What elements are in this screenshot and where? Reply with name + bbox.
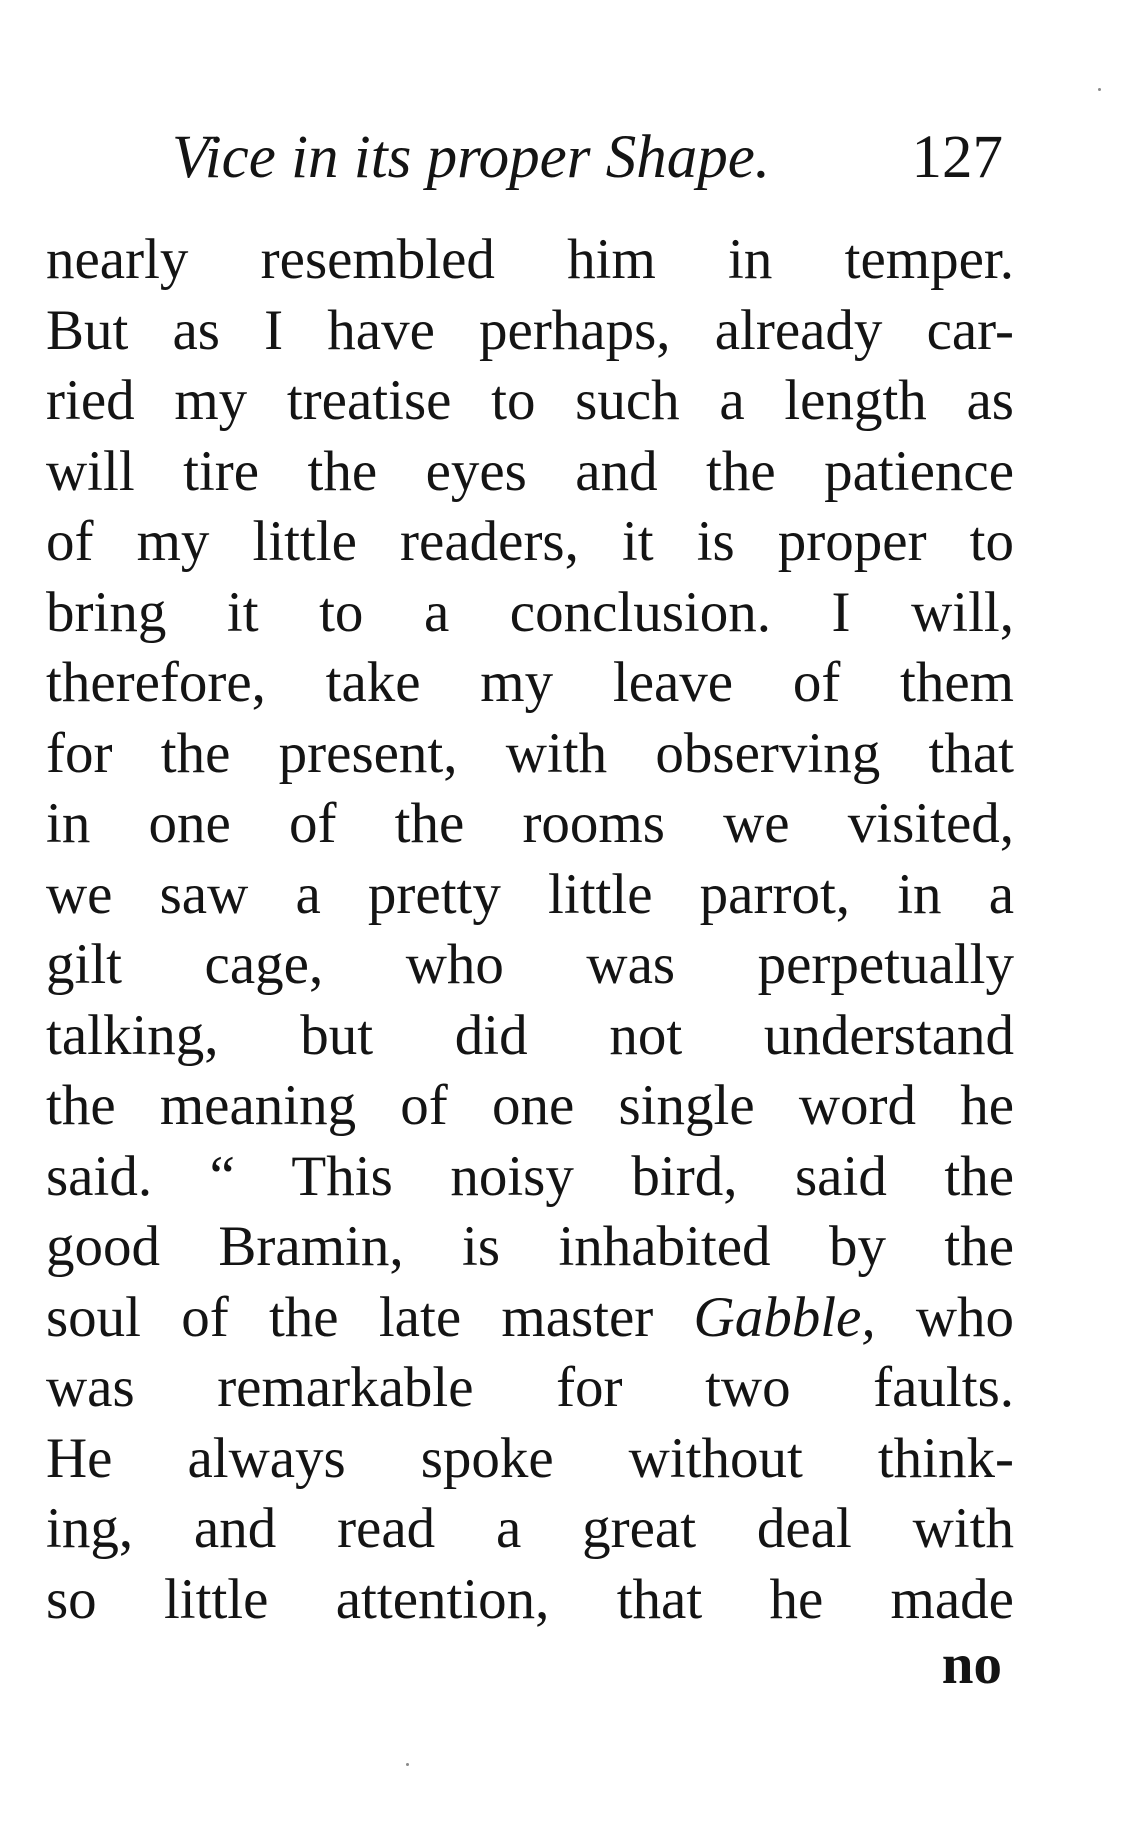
italic-name: Gabble, (693, 1285, 876, 1349)
text-line (46, 719, 1014, 790)
text-line (46, 578, 1014, 649)
text-segment: was remarkable for two faults. (46, 1356, 1014, 1419)
text-line (46, 1424, 1014, 1495)
text-line (46, 437, 1014, 508)
text-segment: in one of the rooms we visited, (46, 792, 1014, 855)
text-line (46, 1353, 1014, 1424)
text-segment: talking, but did not understand (46, 1003, 1014, 1067)
text-line (46, 789, 1014, 860)
text-segment: But as I have perhaps, already car- (46, 298, 1014, 362)
text-segment: for the present, with observing that (46, 721, 1014, 785)
text-line (46, 860, 1014, 931)
text-segment: so little attention, that he made (46, 1567, 1014, 1631)
text-line (46, 1142, 1014, 1213)
paper-speck (406, 1763, 409, 1766)
paper-speck (1098, 88, 1101, 91)
catchword: no (941, 1633, 1002, 1696)
text-segment: we saw a pretty little parrot, in a (46, 862, 1014, 926)
text-segment: said. “ This noisy bird, said the (46, 1144, 1014, 1208)
text-segment: ing, and read a great deal with (46, 1497, 1014, 1560)
text-segment: who (875, 1285, 1014, 1349)
text-segment: soul of the late master (46, 1285, 694, 1349)
text-segment: good Bramin, is inhabited by the (46, 1215, 1014, 1278)
text-line (46, 1283, 1014, 1354)
page-number: 127 (911, 124, 1003, 191)
text-segment: bring it to a conclusion. I will, (46, 580, 1014, 644)
text-segment: He always spoke without think- (46, 1426, 1014, 1490)
text-segment: nearly resembled him in temper. (46, 228, 1014, 291)
text-line (46, 930, 1014, 1001)
text-line (46, 1494, 1014, 1565)
text-line (46, 366, 1014, 437)
body-text (46, 225, 1014, 1635)
text-segment: gilt cage, who was perpetually (46, 933, 1014, 996)
text-line (46, 1565, 1014, 1636)
text-line (46, 1071, 1014, 1142)
text-segment: the meaning of one single word he (46, 1074, 1014, 1137)
text-segment: therefore, take my leave of them (46, 651, 1014, 714)
text-line (46, 1212, 1014, 1283)
text-segment: ried my treatise to such a length as (46, 369, 1014, 432)
text-segment: will tire the eyes and the patience (46, 439, 1014, 503)
text-line (46, 296, 1014, 367)
text-segment: of my little readers, it is proper to (46, 510, 1014, 573)
text-line (46, 225, 1014, 296)
text-line (46, 507, 1014, 578)
running-title: Vice in its proper Shape. (172, 124, 771, 191)
text-line (46, 1001, 1014, 1072)
text-line (46, 648, 1014, 719)
